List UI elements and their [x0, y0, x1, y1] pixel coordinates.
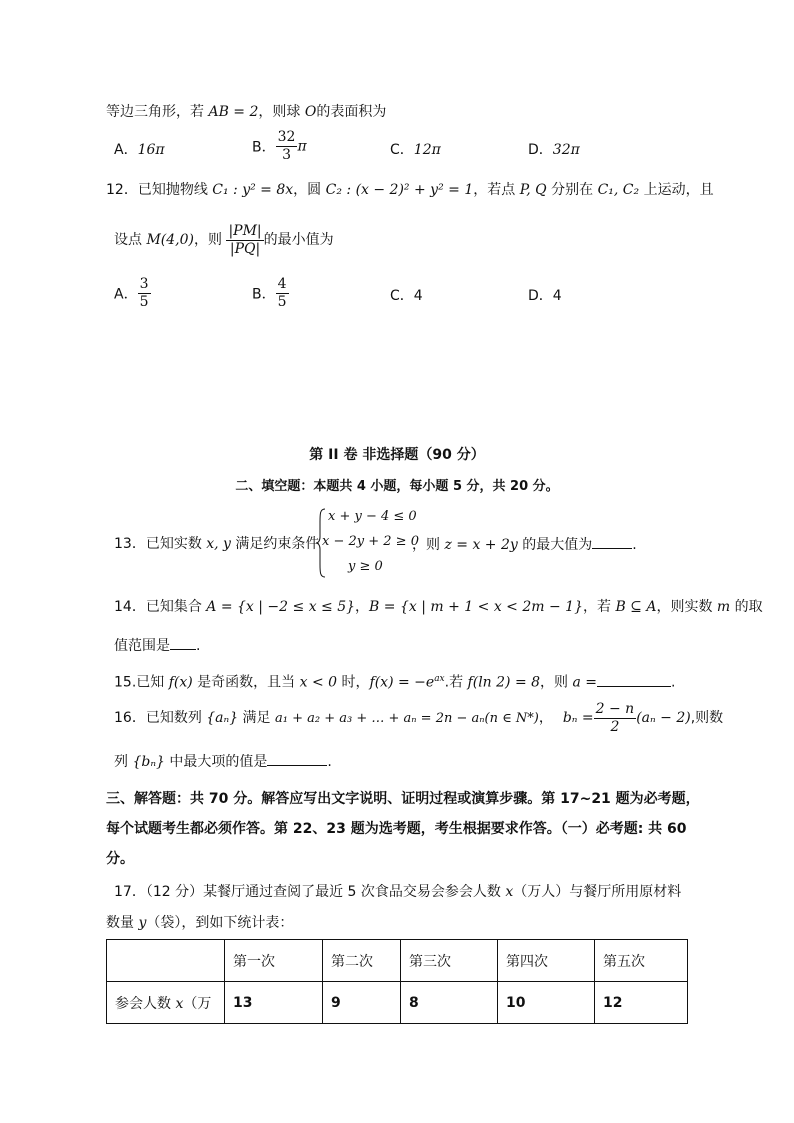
- table-header-cell: 第五次: [595, 940, 688, 982]
- table-header-cell: 第四次: [498, 940, 595, 982]
- part2-title: 第 II 卷 非选择题（90 分）: [309, 447, 485, 463]
- q12-stem-line2: 设点 M(4,0)，则 $\frac{|PM|}{|PQ|}$ 的最小值为: [114, 222, 334, 257]
- section3-line2: 每个试题考生都必须作答。第 22、23 题为选考题，考生根据要求作答。（一）必考题: 共 60: [106, 821, 687, 837]
- q11-stem-line: [106, 102, 386, 122]
- table-header-cell: 第二次: [323, 940, 401, 982]
- q17-statistics-table: [106, 939, 688, 1024]
- q15-stem: 15.已知 f(x) 是奇函数，且当 x < 0 时，$f(x) = -e^{ax}$.若 f(ln 2) = 8，则 a = .: [114, 669, 675, 693]
- answer-blank: [592, 534, 632, 549]
- answer-blank: [170, 635, 196, 650]
- q12-option-d: D．4: [528, 288, 562, 304]
- q11-math-ab: AB = 2: [208, 104, 259, 120]
- table-cell: 8: [401, 982, 498, 1024]
- table-cell: 12: [595, 982, 688, 1024]
- q17-stem-line2: 数量 y（袋），到如下统计表：: [106, 915, 294, 931]
- section3-line1: 三、解答题：共 70 分。解答应写出文字说明、证明过程或演算步骤。第 17~21 题为必考题，: [106, 791, 700, 807]
- constraint-3: y ≥ 0: [348, 559, 383, 574]
- q11-text: 的表面积为: [316, 104, 387, 120]
- q11-option-b: B． $\frac{32}{3}$ π: [252, 129, 307, 163]
- section3-line3: 分。: [106, 851, 134, 867]
- fill-in-heading: 二、填空题：本题共 4 小题，每小题 5 分，共 20 分。: [235, 479, 559, 494]
- q17-stem-line1: 17．（12 分）某餐厅通过查阅了最近 5 次食品交易会参会人数 x（万人）与餐厅所用原材料: [114, 884, 682, 900]
- table-header-row: [107, 940, 688, 982]
- table-cell: 9: [323, 982, 401, 1024]
- table-row: [107, 982, 688, 1024]
- table-header-cell: 第一次: [225, 940, 323, 982]
- table-cell: 13: [225, 982, 323, 1024]
- q16-stem-line1: 16．已知数列 {aₙ} 满足 a₁ + a₂ + a₃ + … + aₙ = 2n − aₙ(n ∈ N*)， bₙ = $\frac{2 - n}{2}$ (aₙ − 2),则数: [114, 700, 724, 735]
- q12-option-b: B． $\frac{4}{5}$: [252, 276, 287, 310]
- q12-option-a: A． $\frac{3}{5}$: [114, 276, 149, 310]
- q12-fraction: $\frac{|PM|}{|PQ|}$: [228, 222, 262, 257]
- table-cell: 10: [498, 982, 595, 1024]
- q12-stem-line1: 12．已知抛物线 C₁ : y² = 8x，圆 C₂ : (x − 2)² + y² = 1，若点 P, Q 分别在 C₁, C₂ 上运动，且: [106, 182, 714, 198]
- q14-stem-line2: 值范围是 .: [114, 635, 200, 656]
- constraint-1: x + y − 4 ≤ 0: [328, 509, 417, 524]
- q11-math-o: O: [304, 104, 317, 120]
- q13-stem-right: ，则 z = x + 2y 的最大值为 .: [412, 534, 637, 555]
- q12-option-c: C．4: [390, 288, 423, 304]
- table-row-label: 参会人数 x（万: [107, 982, 225, 1024]
- q11-option-c: C．12π: [390, 142, 441, 158]
- q11-text: 等边三角形，若: [106, 104, 209, 120]
- q11-option-d: D．32π: [528, 142, 580, 158]
- answer-blank: [267, 751, 327, 766]
- q14-stem-line1: 14．已知集合 A = {x | −2 ≤ x ≤ 5}，B = {x | m + 1 < x < 2m − 1}，若 B ⊆ A，则实数 m 的取: [114, 599, 763, 615]
- q16-fraction: $\frac{2 - n}{2}$: [595, 700, 635, 735]
- q13-stem-left: 13．已知实数 x, y 满足约束条件: [114, 536, 320, 552]
- q16-stem-line2: 列 {bₙ} 中最大项的值是 .: [114, 751, 332, 772]
- table-header-cell: [107, 940, 225, 982]
- table-header-cell: 第三次: [401, 940, 498, 982]
- q11-text: ，则球: [258, 104, 305, 120]
- q13-constraint-system: [316, 508, 419, 578]
- answer-blank: [597, 672, 671, 687]
- q11-option-a: A．16π: [114, 142, 165, 158]
- constraint-2: x − 2y + 2 ≥ 0: [322, 534, 419, 549]
